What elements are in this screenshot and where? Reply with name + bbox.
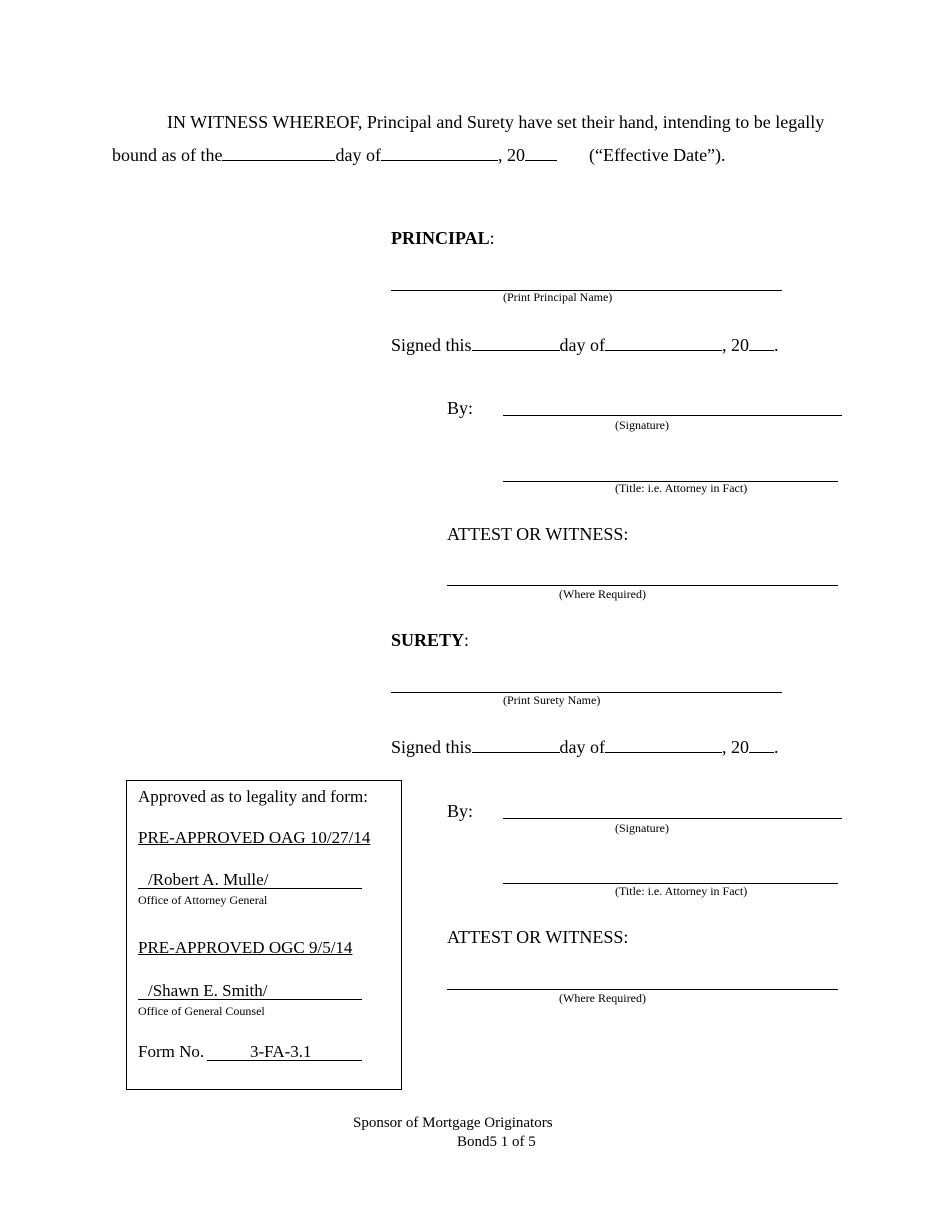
surety-name-label: (Print Surety Name)	[503, 693, 601, 707]
surety-heading	[391, 630, 469, 651]
witness-bound-text: bound as of the	[112, 145, 223, 165]
principal-where-required: (Where Required)	[559, 587, 646, 601]
surety-attest-label: ATTEST OR WITNESS:	[447, 927, 629, 947]
surety-signature-line[interactable]	[503, 818, 842, 819]
oag-approval: PRE-APPROVED OAG 10/27/14	[138, 828, 371, 847]
principal-signed-this: Signed this	[391, 335, 472, 355]
surety-signature-label: (Signature)	[615, 821, 669, 835]
form-number-label: Form No.	[138, 1042, 205, 1061]
footer-line-1: Sponsor of Mortgage Originators	[353, 1115, 553, 1131]
principal-name-label: (Print Principal Name)	[503, 290, 613, 304]
principal-heading-colon: :	[489, 228, 495, 248]
principal-period: .	[774, 335, 779, 355]
footer-line-2: Bond5 1 of 5	[457, 1134, 536, 1150]
surety-attest-line[interactable]	[447, 989, 838, 990]
principal-title-label: (Title: i.e. Attorney in Fact)	[615, 481, 748, 495]
oag-signer: /Robert A. Mulle/	[148, 870, 269, 889]
surety-by-label: By:	[447, 801, 474, 821]
principal-signed-month-blank[interactable]	[605, 334, 722, 351]
witness-line-1: IN WITNESS WHEREOF, Principal and Surety have set their hand, intending to be legally	[167, 112, 825, 132]
ogc-approval: PRE-APPROVED OGC 9/5/14	[138, 938, 353, 957]
surety-title-label: (Title: i.e. Attorney in Fact)	[615, 884, 748, 898]
surety-signed-year-blank[interactable]	[749, 736, 774, 753]
principal-attest-label: ATTEST OR WITNESS:	[447, 524, 629, 544]
effective-day-blank[interactable]	[222, 144, 335, 161]
witness-line-2	[112, 144, 726, 166]
principal-signed-line	[391, 334, 779, 356]
effective-month-blank[interactable]	[381, 144, 498, 161]
principal-heading-text: PRINCIPAL	[391, 228, 490, 248]
surety-heading-text: SURETY	[391, 630, 465, 650]
witness-year-prefix: , 20	[497, 145, 525, 165]
principal-attest-line[interactable]	[447, 585, 838, 586]
effective-year-blank[interactable]	[525, 144, 557, 161]
principal-year-prefix: , 20	[722, 335, 749, 355]
ogc-office: Office of General Counsel	[138, 1004, 265, 1018]
principal-heading	[391, 228, 495, 249]
surety-signed-day-blank[interactable]	[472, 736, 560, 753]
surety-period: .	[774, 737, 779, 757]
principal-signature-line[interactable]	[503, 415, 842, 416]
approval-heading: Approved as to legality and form:	[138, 787, 368, 806]
form-number-value: 3-FA-3.1	[250, 1042, 312, 1061]
surety-day-of: day of	[559, 737, 605, 757]
principal-by-label: By:	[447, 398, 474, 418]
surety-signed-month-blank[interactable]	[605, 736, 722, 753]
surety-signed-this: Signed this	[391, 737, 472, 757]
surety-where-required: (Where Required)	[559, 991, 646, 1005]
principal-day-of: day of	[559, 335, 605, 355]
surety-signed-line	[391, 736, 779, 758]
surety-year-prefix: , 20	[722, 737, 749, 757]
principal-signed-day-blank[interactable]	[472, 334, 560, 351]
surety-heading-colon: :	[464, 630, 470, 650]
principal-signature-label: (Signature)	[615, 418, 669, 432]
oag-office: Office of Attorney General	[138, 893, 268, 907]
effective-date-label: (“Effective Date”).	[588, 145, 726, 165]
ogc-signer: /Shawn E. Smith/	[148, 981, 268, 1000]
witness-day-of-text: day of	[335, 145, 381, 165]
principal-signed-year-blank[interactable]	[749, 334, 774, 351]
